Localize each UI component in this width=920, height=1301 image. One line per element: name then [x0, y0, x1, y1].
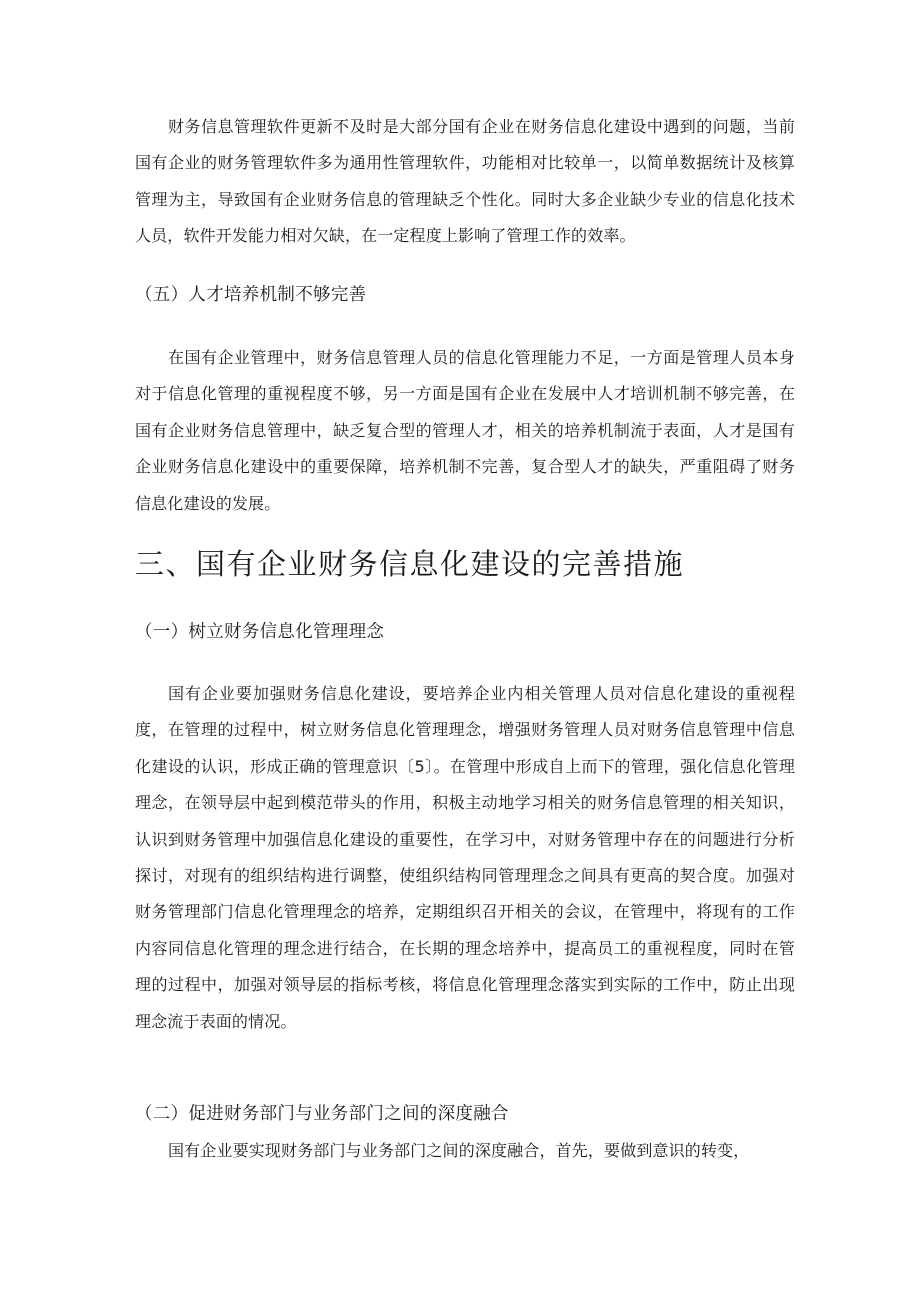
paragraph-software-update: 财务信息管理软件更新不及时是大部分国有企业在财务信息化建设中遇到的问题，当前国有企业的财务管理软件多为通用性管理软件，功能相对比较单一，以简单数据统计及核算管理为主，导致国有企业财务信息的管理缺乏个性化。同时大多企业缺少专业的信息化技术人员，软件开发能力相对欠缺，在一定程度上影响了管理工作的效率。	[135, 117, 795, 246]
paragraph-text-part: 国有企业要加强财务信息化建设，要培养企业内相关管理人员对信息化建设的重视程度，在管理的过程中，树立财务信息化管理理念，增强财务管理人员对财务信息管理中信息化建设的认识，形成正确的管理意识	[135, 684, 795, 776]
paragraph-text-part: 。在管理中形成自上而下的管理，强化信息化管理理念，在领导层中起到模范带头的作用，积极主动地学习相关的财务信息管理的相关知识，认识到财务管理中加强信息化建设的重要性，在学习中，对财务管理中存在的问题进行分析探讨，对现有的组织结构进行调整，使组织结构同管理理念之间具有更高的契合度。加强对财务管理部门信息化管理理念的培养，定期组织召开相关的会议，在管理中，将现有的工作内容同信息化管理的理念进行结合，在长期的理念培养中，提高员工的重视程度，同时在管理的过程中，加强对领导层的指标考核，将信息化管理理念落实到实际的工作中，防止出现理念流于表面的情况。	[135, 756, 795, 1031]
subheading-department-integration: （二）促进财务部门与业务部门之间的深度融合	[135, 1104, 509, 1124]
subheading-management-concept: （一）树立财务信息化管理理念	[135, 622, 385, 642]
citation-reference: 〔5〕	[398, 756, 434, 776]
paragraph-management-concept	[135, 676, 795, 1040]
paragraph-talent-training: 在国有企业管理中，财务信息管理人员的信息化管理能力不足，一方面是管理人员本身对于信息化管理的重视程度不够，另一方面是国有企业在发展中人才培训机制不够完善，在国有企业财务信息管理中，缺乏复合型的管理人才，相关的培养机制流于表面，人才是国有企业财务信息化建设中的重要保障，培养机制不完善，复合型人才的缺失，严重阻碍了财务信息化建设的发展。	[135, 348, 795, 513]
paragraph-department-integration: 国有企业要实现财务部门与业务部门之间的深度融合，首先，要做到意识的转变，	[168, 1141, 750, 1160]
section-title-improvement-measures: 三、国有企业财务信息化建设的完善措施	[135, 547, 685, 581]
subheading-talent-training: （五）人才培养机制不够完善	[135, 285, 367, 305]
